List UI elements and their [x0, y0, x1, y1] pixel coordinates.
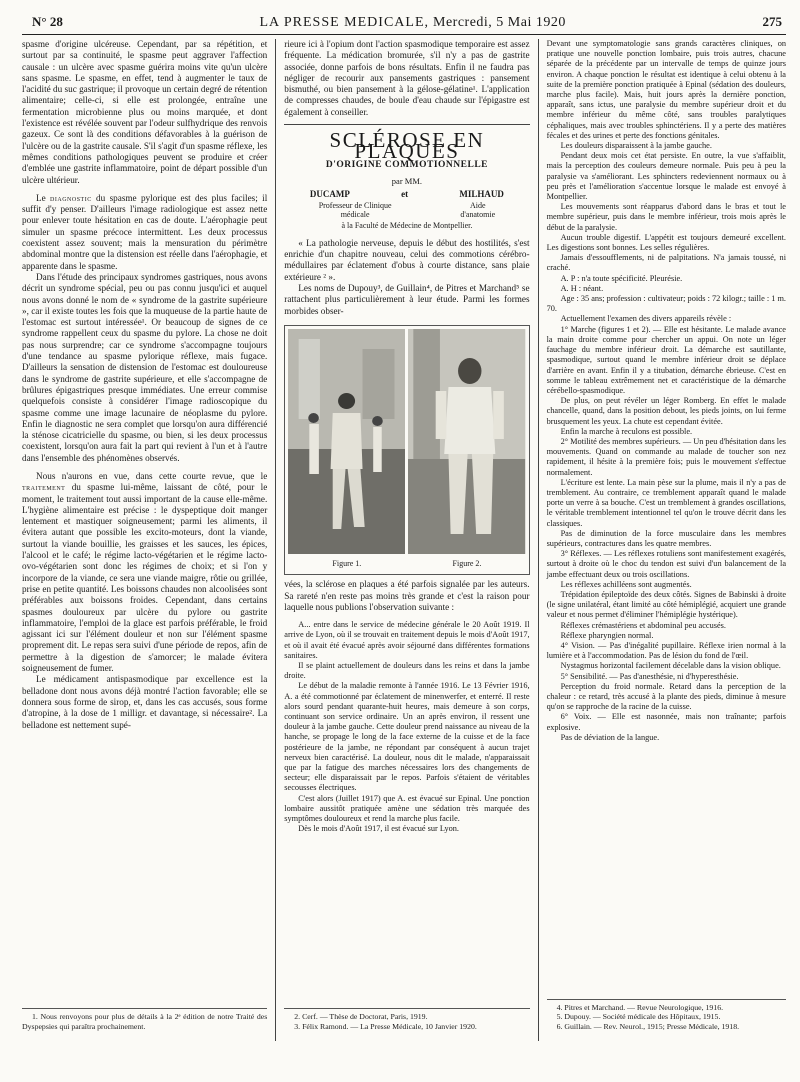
article-title: SCLÉROSE EN PLAQUES [329, 128, 485, 164]
paragraph: A. P : n'a toute spécificité. Pleurésie. [560, 273, 683, 283]
paragraph: De plus, on peut révéler un léger Romberg. En effet le malade chancelle, quand, dans la position debout, les pieds joints, on lui ferme brusquement les yeux. La chute est cependant évitée. [546, 396, 786, 426]
paragraph: Perception du froid normale. Retard dans la perception de la chaleur : ce retard, très accusé à la plante des pieds, diminue à mesure qu'on se rapproche de la racine de la cuisse. [546, 681, 786, 712]
paragraph: Aucun trouble digestif. L'appétit est toujours demeuré excellent. Les digestions sont bonnes. Les selles régulières. [546, 232, 786, 253]
figure-caption: Figure 2. [452, 558, 482, 568]
journal-line [259, 15, 565, 31]
paragraph: 5° Sensibilité. — Pas d'anesthésie, ni d'hyperesthésie. [560, 671, 739, 681]
paragraph-diagnostic [22, 193, 267, 272]
paragraph: Les réflexes achilléens sont augmentés. [560, 579, 692, 589]
paragraph: Jamais d'essoufflements, ni de palpitations. N'a jamais toussé, ni craché. [546, 253, 786, 273]
text-run: du spasme pylorique est des plus faciles; il suffit d'y penser. D'ailleurs l'image radiologique est assez nette pour enlever toute hésitation en cas de doute. L'aérophagie peut simuler un spasme précoce intermittent. Les deux processus coexistent assez souvent; mais la mensuration du périmètre abdominal montre que la distension est réelle dans l'aérophagie, et apparente dans le spasme. [22, 192, 268, 271]
running-header [22, 14, 786, 34]
footnotes [284, 1008, 529, 1031]
author-name: MILHAUD [459, 189, 504, 200]
paragraph: 3° Réflexes. — Les réflexes rotuliens sont manifestement exagérés, surtout à droite où le choc du tendon est suivi d'un balancement de la jambe effectuant deux ou trois oscillations. [546, 549, 786, 579]
faculty-line: à la Faculté de Médecine de Montpellier. [341, 220, 473, 230]
journal-title: LA PRESSE MEDICALE, [259, 15, 429, 30]
figure-panel [284, 325, 529, 575]
footnote: 1. Nous renvoyons pour plus de détails à la 2ᵉ édition de notre Traité des Dyspepsies qui paraîtra prochainement. [22, 1012, 268, 1031]
paragraph: A. H : néant. [560, 283, 604, 293]
footnote: 2. Cerf. — Thèse de Doctorat, Paris, 1919. [294, 1012, 428, 1022]
paragraph: Réflexe pharyngien normal. [560, 630, 654, 640]
column-3 [538, 39, 786, 1041]
paragraph: 4° Vision. — Pas d'inégalité pupillaire. Réflexe irien normal à la lumière et à l'accommodation. Pas de lésion du fond de l'œil. [546, 640, 786, 661]
paragraph: 2° Motilité des membres supérieurs. — Un peu d'hésitation dans les mouvements. Quand on commande au malade de toucher son nez rapidement, il hésite à la première fois; puis le mouvement s'effectue normalement. [546, 436, 786, 477]
patient-photo-1 [288, 329, 405, 554]
page-number-left: N° 28 [32, 14, 63, 29]
paragraph: Dès le mois d'Août 1917, il est évacué sur Lyon. [298, 824, 460, 834]
paragraph: Le début de la maladie remonte à l'année 1916. Le 13 Février 1916, A. a été commotionné par éclatement de minenwerfer, et enterré. Il reste alors sourd pendant quarante-huit heures, mais demeure à son corps, continuant son service ordinaire. Un an après environ, il ressent une douleur à la jambe gauche. Cette douleur prend naissance au niveau de la hanche, se propage le long de la face externe de la cuisse et de la face postérieure de la jambe, ne répondant par conséquent à aucun trajet nerveux bien caractérisé. La douleur, nous dit le malade, n'apparaissait que par la fatigue des marches nécessaires lors des changements de secteur; elle disparaissait par le repos. Parfois s'étaient de véritables secousses électriques. [284, 681, 530, 793]
paragraph: Pas de déviation de la langue. [560, 732, 660, 742]
author-role [460, 201, 495, 219]
footnote: 4. Pitres et Marchand. — Revue Neurologique, 1916. [556, 1002, 724, 1012]
keyword-traitement: traitement [22, 482, 66, 493]
paragraph: Enfin la marche à reculons est possible. [560, 426, 693, 436]
paragraph: Dans l'étude des principaux syndromes gastriques, nous avons décrit un syndrome spécial, peu ou pas connu jusqu'ici et auquel nous avons donné le nom de « syndrome de la gastrite supérieure », car il existe toutes les fois que la muqueuse de la partie haute de l'estomac est surtout intéressée¹. Or beaucoup de signes de ce syndrome rappellent ceux du spasme du pylore. La chose ne doit pas nous surprendre; car ce syndrome s'accompagne toujours d'une tendance au spasme pylorique réflexe, mais fugace. D'ailleurs la sensation de distension de l'estomac est douloureuse dans le syndrome de gastrite supérieure, et elle s'accompagne de brûlures épigastriques presque immédiates. Une erreur commise quelquefois consiste à considérer l'image radioscopique du spasme comme une image lacunaire de néoplasme du pylore. Enfin le diagnostic ne sera complet que lorsqu'on aura différencié la sténose cicatricielle du spasme, ou bien, si les deux processus coexistent, lorsqu'on aura fait la part qui revient à l'un et à l'autre dans l'ensemble des phénomènes observés. [22, 271, 268, 463]
footnotes [22, 1008, 267, 1031]
role-line: d'anatomie [460, 209, 496, 219]
authors [284, 189, 529, 200]
role-line: Professeur de Clinique [318, 200, 392, 210]
paragraph: « La pathologie nerveuse, depuis le début des hostilités, s'est enrichie d'un chapitre nouveau, celui des commotions cérébro-médullaires par éclatement d'obus à courte distance, sans plaie extérieure ² ». [284, 237, 530, 282]
author-name: DUCAMP [309, 189, 350, 200]
keyword-diagnostic: diagnostic [50, 192, 92, 203]
paragraph: Le médicament antispasmodique par excellence est la belladone dont nous avons déjà montré l'action favorable; elle se donnera sous forme de sirop, et, dans les cas accusés, sous forme d'atropine, à la dose de 1 milligr. et davantage, si nécessaire². La belladone est nettement supé- [22, 674, 268, 730]
paragraph: Pas de diminution de la force musculaire dans les membres supérieurs, contractures dans les quatre membres. [546, 528, 786, 548]
text-run: Le [36, 192, 51, 203]
text-run: du spasme lui-même, laissant de côté, pour le moment, le traitement tout aussi important de la cause elle-même. L'hygiène alimentaire est précise : le dyspeptique doit manger lentement et mastiquer soigneusement; parmi les aliments, il évitera autant que possible les excito-moteurs, dont la viande, surtout la viande bouillie, les graisses et les sauces, les épices, l'alcool et le café; le régime lacto-végétarien et le régime lacto-ovo-végétarien sont donc les régimes de choix; et si l'on y incorpore de la viande, ce sera une viande maigre, rôtie ou grillée, prise en petite quantité. Les boissons chaudes non alcoolisées sont préférables aux boissons froides. Cependant, dans certains spasmes douloureux par ulcère du pylore ou gastrite inflammatoire, l'emploi de la glace est parfois préférable, le froid agissant ici sur l'élément douleur et non sur l'élément spasme proprement dit. Le repas sera suivi d'une période de repos, afin de permettre à la digestion de s'amorcer; le malade évitera soigneusement de fumer. [22, 482, 268, 674]
paragraph: Pendant deux mois cet état persiste. En outre, la vue s'affaiblit, mais la perception des couleurs demeure normale. Puis peu à peu la paralysie va s'améliorant. Les sphincters redeviennent normaux ou à peu près et l'amélioration s'accentue lorsque le malade est envoyé à Montpellier. [546, 151, 786, 202]
text-run: Nous n'aurons en vue, dans cette courte revue, que le [36, 470, 268, 481]
footnote: 3. Félix Ramond. — La Presse Médicale, 10 Janvier 1920. [294, 1021, 477, 1031]
patient-photo-2 [408, 329, 525, 554]
paragraph: 1° Marche (figures 1 et 2). — Elle est hésitante. Le malade avance la main droite comme pour chercher un appui. On note un léger fauchage du membre inférieur droit. La démarche est sautillante, spasmodique, surtout quand le membre inférieur droit se déplace d'arrière en avant. Enfin il y a titubation, démarche ébrieuse. C'est en somme le tableau extrêmement net et caractéristique de la démarche cérébello-spasmodique. [546, 324, 786, 395]
paragraph: Les douleurs disparaissent à la jambe gauche. [560, 141, 712, 151]
role-line: médicale [340, 209, 370, 219]
paragraph: L'écriture est lente. La main pèse sur la plume, mais il n'y a pas de tremblement. Au contraire, ce tremblement apparaît quand le malade porte un verre à sa bouche. C'est un tremblement à grandes oscillations, le véritable tremblement intentionnel tel qu'on le trouve décrit dans les classiques. [546, 477, 786, 528]
paragraph: vées, la sclérose en plaques a été parfois signalée par les auteurs. Sa rareté n'en reste pas moins très grande et c'est la raison pour laquelle nous publions l'observation suivante : [284, 579, 530, 612]
column-2 [275, 39, 537, 1041]
page-number-right: 275 [762, 14, 782, 29]
column-1 [22, 39, 275, 1041]
byline-par: par MM. [391, 175, 423, 186]
footnote: 6. Guillain. — Rev. Neurol., 1915; Presse Médicale, 1918. [556, 1021, 740, 1031]
issue-date: Mercredi, 5 Mai 1920 [433, 15, 566, 30]
paragraph: Réflexes crémastériens et abdominal peu accusés. [560, 620, 726, 630]
paragraph: C'est alors (Juillet 1917) que A. est évacué sur Epinal. Une ponction lombaire aussitôt pratiquée amène une sédation très marquée des symptômes douloureux et rend la marche plus facile. [284, 793, 530, 823]
role-line: Aide [469, 200, 486, 210]
article-separator [284, 124, 529, 125]
paragraph: Actuellement l'examen des divers appareils révèle : [560, 314, 732, 324]
footnote: 5. Dupouy. — Société médicale des Hôpitaux, 1915. [556, 1012, 721, 1022]
figure-2 [408, 329, 525, 571]
header-rule [22, 34, 786, 35]
author-conjunction: et [401, 189, 409, 200]
footnotes [547, 999, 786, 1031]
paragraph: spasme d'origine ulcéreuse. Cependant, par sa répétition, et surtout par sa continuité, le spasme peut aggraver l'affection causale : un ulcère avec spasme guérira moins vite qu'un ulcère sans spasme. Le spasme, en effet, tend à augmenter le taux de l'acidité du suc gastrique; il provoque un certain degré de rétention alimentaire; celle-ci, si elle est prolongée, entraîne une fermentation microbienne plus ou moins marquée, et dont l'existence est révélée souvent par l'odeur sulfhydrique des renvois gazeux. Ce sont là des conditions défavorables à la guérison de l'ulcère ou de la gastrite causale. S'il s'agit d'un spasme réflexe, les mêmes conditions pathologiques peuvent se produire et créer d'emblée une gastrite inflammatoire, point de départ possible d'un ulcère ultérieur. [22, 39, 268, 185]
figure-1 [288, 329, 405, 571]
paragraph-treatment [22, 471, 267, 674]
paragraph: Nystagmus horizontal facilement décelable dans la vision oblique. [560, 661, 781, 671]
paragraph: 6° Voix. — Elle est nasonnée, mais non traînante; parfois explosive. [546, 712, 786, 732]
figure-caption: Figure 1. [332, 558, 362, 568]
observation-block [284, 620, 529, 834]
paragraph: Trépidation épileptoïde des deux côtés. Signes de Babinski à droite (le signe unilatéral, étant limité au côté hémiplégié, acquiert une grande valeur et nous permet d'éliminer l'hémiplégie hystérique). [546, 589, 786, 620]
paragraph: Il se plaint actuellement de douleurs dans les reins et dans la jambe droite. [284, 660, 530, 681]
paragraph: Devant une symptomatologie sans grands caractères cliniques, on pratique une nouvelle ponction lombaire, puis trois autres, chacune séparée de la précédente par un intervalle de temps de quinze jours environ. A chaque ponction le résultat est identique à celui obtenu à la suite de la première ponction pratiquée à Epinal (sédation des douleurs, marche plus facile). Mais, huit jours après la dernière ponction, apparaît, sans ictus, une paralysie du membre supérieur droit et du membre inférieur du même côté, sans troubles paralytiques céphaliques, mais avec troubles sphinctériens. Il y a perte des matières fécales et des urines et perte des fonctions génitales. [546, 39, 786, 140]
article-subtitle: D'ORIGINE COMMOTIONNELLE [325, 159, 488, 170]
paragraph: Age : 35 ans; profession : cultivateur; poids : 72 kilogr.; taille : 1 m. 70. [546, 294, 786, 314]
author-roles [284, 201, 529, 219]
paragraph: rieure ici à l'opium dont l'action spasmodique temporaire est assez fréquente. La médication bromurée, s'il n'y a pas de gastrite associée, donne parfois de bons résultats. Enfin il ne faudra pas négliger de recourir aux pansements gastriques : pansement bismuthé, ou bien pansement à la gélose-gélatine¹. L'application de compresses chaudes, de boule d'eau chaude sur l'épigastre est également à conseiller. [284, 39, 530, 117]
paragraph: A... entre dans le service de médecine générale le 20 Août 1919. Il arrive de Lyon, où il se trouvait en traitement depuis le mois d'Août 1917, et où il avait été évacué après avoir séjourné dans différentes formations sanitaires. [284, 620, 530, 660]
paragraph: Les noms de Dupouy³, de Guillain⁴, de Pitres et Marchand⁵ se rattachent plus particulièrement à leur étude. Parmi les formes morbides obser- [284, 283, 530, 316]
paragraph: Les mouvements sont réapparus d'abord dans le bras et tout le membre supérieur, puis dans le membre inférieur, trois mois après le début de la paralysie. [546, 202, 786, 232]
author-role [319, 201, 392, 219]
